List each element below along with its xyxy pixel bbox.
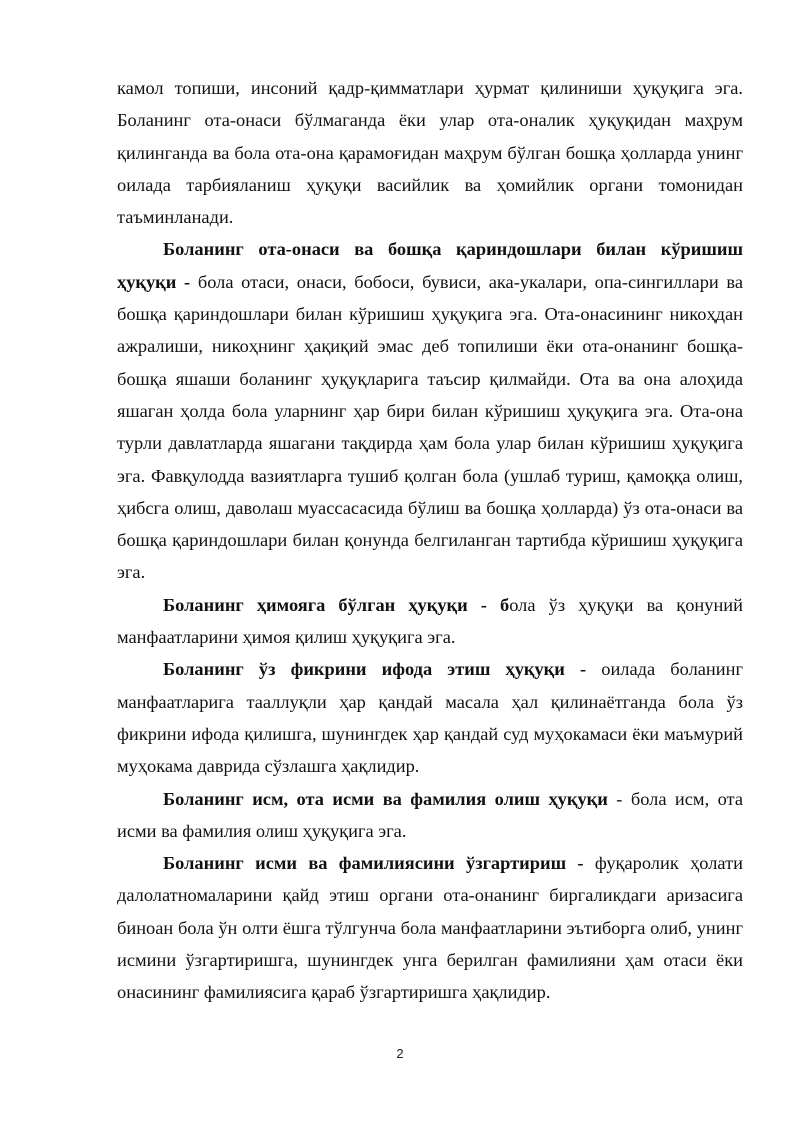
- paragraph-text: оилада боланинг манфаатларига тааллуқли ҳар қандай масала ҳал қилинаётганда бола ўз фикрини ифода қилишга, шунингдек ҳар қандай суд муҳокамаси ёки маъмурий муҳокама даврида сўзлашга ҳақлидир.: [117, 659, 743, 777]
- paragraph-term: Боланинг ота-онаси ва бошқа қариндошлари билан кўришиш ҳуқуқи -: [117, 239, 743, 292]
- paragraph-text: ола ўз ҳуқуқи ва қонуний манфаатларини ҳимоя қилиш ҳуқуқига эга.: [117, 594, 743, 648]
- paragraph-text: бола отаси, онаси, бобоси, бувиси, ака-укалари, опа-сингиллари ва бошқа қариндошлари билан кўришиш ҳуқуқига эга. Ота-онасининг никоҳдан ажралиши, никоҳнинг ҳақиқий эмас деб топилиши ёки ота-онанинг бошқа-бошқа яшаши боланинг ҳуқуқларига таъсир қилмайди. Ота ва она алоҳида яшаган ҳолда бола уларнинг ҳар бири билан кўришиш ҳуқуқига эга. Ота-она турли давлатларда яшагани тақдирда ҳам бола улар билан кўришиш ҳуқуқига эга. Фавқулодда вазиятларга тушиб қолган бола (ушлаб туриш, қамоққа олиш, ҳибсга олиш, даволаш муассасасида бўлиш ва бошқа ҳолларда) ўз ота-онаси ва бошқа қариндошлари билан қонунда белгиланган тартибда кўришиш ҳуқуқига эга.: [117, 271, 743, 583]
- paragraph-text: фуқаролик ҳолати далолатномаларини қайд этиш органи ота-онанинг биргаликдаги аризасига биноан бола ўн олти ёшга тўлгунча бола манфаатларини эътиборга олиб, унинг исмини ўзгартиришга, шунингдек унга берилган фамилияни ҳам отаси ёки онасининг фамилиясига қараб ўзгартиришга ҳақлидир.: [117, 853, 743, 1003]
- paragraph-term: Боланинг исм, ота исми ва фамилия олиш ҳуқуқи: [163, 788, 608, 809]
- paragraph-term: Боланинг исми ва фамилиясини ўзгартириш -: [163, 853, 584, 874]
- paragraph-text: камол топиши, инсоний қадр-қимматлари ҳурмат қилиниши ҳуқуқига эга. Боланинг ота-онаси бўлмаганда ёки улар ота-оналик ҳуқуқидан маҳрум қилинганда ва бола ота-она қарамоғидан маҳрум бўлган бошқа ҳолларда унинг оилада тарбияланиш ҳуқуқи васийлик ва ҳомийлик органи томонидан таъминланади.: [117, 78, 743, 228]
- paragraph-continuation: [117, 72, 743, 233]
- paragraph-right-to-name: [117, 783, 743, 848]
- paragraph-right-to-meet-relatives: [117, 233, 743, 588]
- paragraph-right-to-protection: [117, 589, 743, 654]
- page-number: 2: [396, 1046, 404, 1061]
- page-body: [117, 72, 743, 1009]
- paragraph-term: Боланинг ўз фикрини ифода этиш ҳуқуқи -: [163, 659, 587, 680]
- paragraph-text: - бола исм, ота исми ва фамилия олиш ҳуқуқига эга.: [117, 788, 743, 841]
- paragraph-term: Боланинг ҳимояга бўлган ҳуқуқи - б: [163, 594, 510, 615]
- paragraph-right-to-express-opinion: [117, 653, 743, 782]
- paragraph-name-change: [117, 847, 743, 1008]
